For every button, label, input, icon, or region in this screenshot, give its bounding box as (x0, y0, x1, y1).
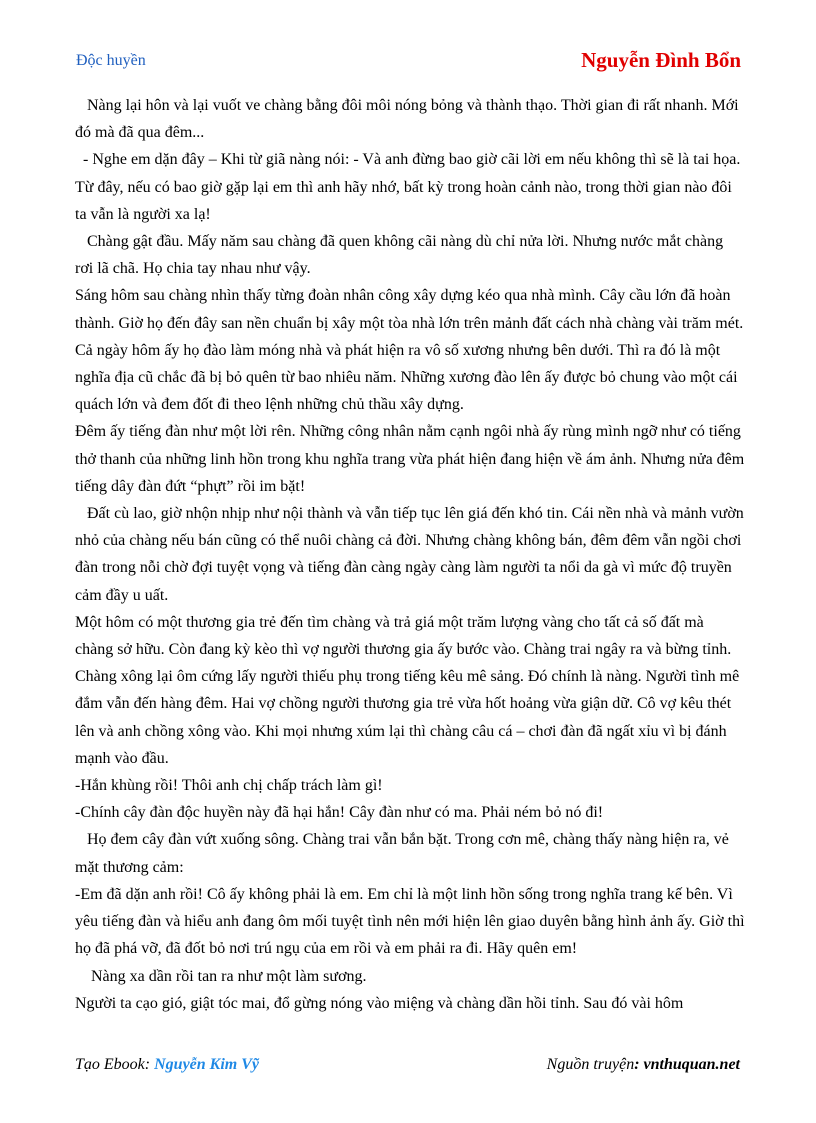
paragraph: Nàng xa dần rồi tan ra như một làm sương. (75, 967, 367, 985)
paragraph: Đêm ấy tiếng đàn như một lời rên. Những công nhân nằm cạnh ngôi nhà ấy rùng mình ngỡ như có tiếng thở thanh của những linh hồn trong khu nghĩa trang vừa phát hiện đang hiện về ám ảnh. Nhưng nửa đêm tiếng dây đàn đứt “phựt” rồi im bặt! (75, 423, 749, 495)
footer-source-credit: Nguồn truyện: vnthuquan.net (546, 1056, 740, 1073)
paragraph: -Chính cây đàn độc huyền này đã hại hắn! Cây đàn như có ma. Phải ném bỏ nó đi! (75, 804, 604, 822)
footer-source-site: vnthuquan.net (643, 1056, 740, 1073)
paragraph: -Em đã dặn anh rồi! Cô ấy không phải là em. Em chỉ là một linh hồn sống trong nghĩa trang kế bên. Vì yêu tiếng đàn và hiểu anh đang ôm mối tuyệt tình nên mới hiện lên giao duyên bằng hình ảnh ấy. Giờ thì họ đã phá vỡ, đã đốt bỏ nơi trú ngụ của em rồi và em phải ra đi. Hãy quên em! (75, 885, 749, 958)
paragraph: -Hắn khùng rồi! Thôi anh chị chấp trách làm gì! (75, 777, 383, 795)
header-author: Nguyễn Đình Bổn (581, 48, 741, 72)
paragraph: Một hôm có một thương gia trẻ đến tìm chàng và trả giá một trăm lượng vàng cho tất cả số đất mà chàng sở hữu. Còn đang kỳ kèo thì vợ người thương gia ấy bước vào. Chàng trai ngây ra và bừng tỉnh. Chàng xông lại ôm cứng lấy người thiếu phụ trong tiếng kêu mê sảng. Đó chính là nàng. Người tình mê đắm vẫn đến hàng đêm. Hai vợ chồng người thương gia trẻ vừa hốt hoảng vừa giận dữ. Cô vợ kêu thét lên và anh chồng xông vào. Khi mọi nhưng xúm lại thì chàng câu cá – chơi đàn đã ngất xỉu vì bị đánh mạnh vào đầu. (75, 613, 744, 767)
footer-ebook-name: Nguyễn Kim Vỹ (154, 1056, 259, 1073)
paragraph: Người ta cạo gió, giật tóc mai, đổ gừng nóng vào miệng và chàng dần hồi tỉnh. Sau đó vài hôm (75, 994, 684, 1012)
footer-source-label: Nguồn truyện (546, 1056, 635, 1073)
paragraph: Nàng lại hôn và lại vuốt ve chàng bằng đôi môi nóng bỏng và thành thạo. Thời gian đi rất nhanh. Mới đó mà đã qua đêm... (75, 97, 743, 142)
paragraph: Chàng gật đầu. Mấy năm sau chàng đã quen không cãi nàng dù chỉ nửa lời. Nhưng nước mắt chàng rơi lã chã. Họ chia tay nhau như vậy. (75, 233, 728, 278)
footer-ebook-credit: Tạo Ebook: Nguyễn Kim Vỹ (75, 1056, 259, 1073)
footer-ebook-label: Tạo Ebook (75, 1056, 145, 1073)
paragraph: Họ đem cây đàn vứt xuống sông. Chàng trai vẫn bắn bặt. Trong cơn mê, chàng thấy nàng hiện ra, vẻ mặt thương cảm: (75, 831, 733, 876)
story-body (75, 92, 749, 1017)
paragraph: Đất cù lao, giờ nhộn nhịp như nội thành và vẫn tiếp tục lên giá đến khó tin. Cái nền nhà và mảnh vườn nhỏ của chàng nếu bán cũng có thể nuôi chàng cả đời. Nhưng chàng không bán, đêm đêm vẫn ngồi chơi đàn trong nỗi chờ đợi tuyệt vọng và tiếng đàn càng ngày càng làm người ta nổi da gà vì mức độ truyền cảm đầy u uất. (75, 505, 748, 604)
paragraph: Sáng hôm sau chàng nhìn thấy từng đoàn nhân công xây dựng kéo qua nhà mình. Cây cầu lớn đã hoàn thành. Giờ họ đến đây san nền chuẩn bị xây một tòa nhà lớn trên mảnh đất cách nhà chàng vài trăm mét. Cả ngày hôm ấy họ đào làm móng nhà và phát hiện ra vô số xương nhưng bên dưới. Thì ra đó là một nghĩa địa cũ chắc đã bị bỏ quên từ bao nhiêu năm. Những xương đào lên ấy được bỏ chung vào một cái quách lớn và đem đốt đi theo lệnh những chủ thầu xây dựng. (75, 287, 748, 414)
header-title-left: Độc huyền (76, 52, 146, 69)
paragraph: - Nghe em dặn đây – Khi từ giã nàng nói: - Và anh đừng bao giờ cãi lời em nếu không thì sẽ là tai họa. Từ đây, nếu có bao giờ gặp lại em thì anh hãy nhớ, bất kỳ trong hoàn cảnh nào, trong thời gian nào đôi ta vẫn là người xa lạ! (75, 151, 745, 223)
